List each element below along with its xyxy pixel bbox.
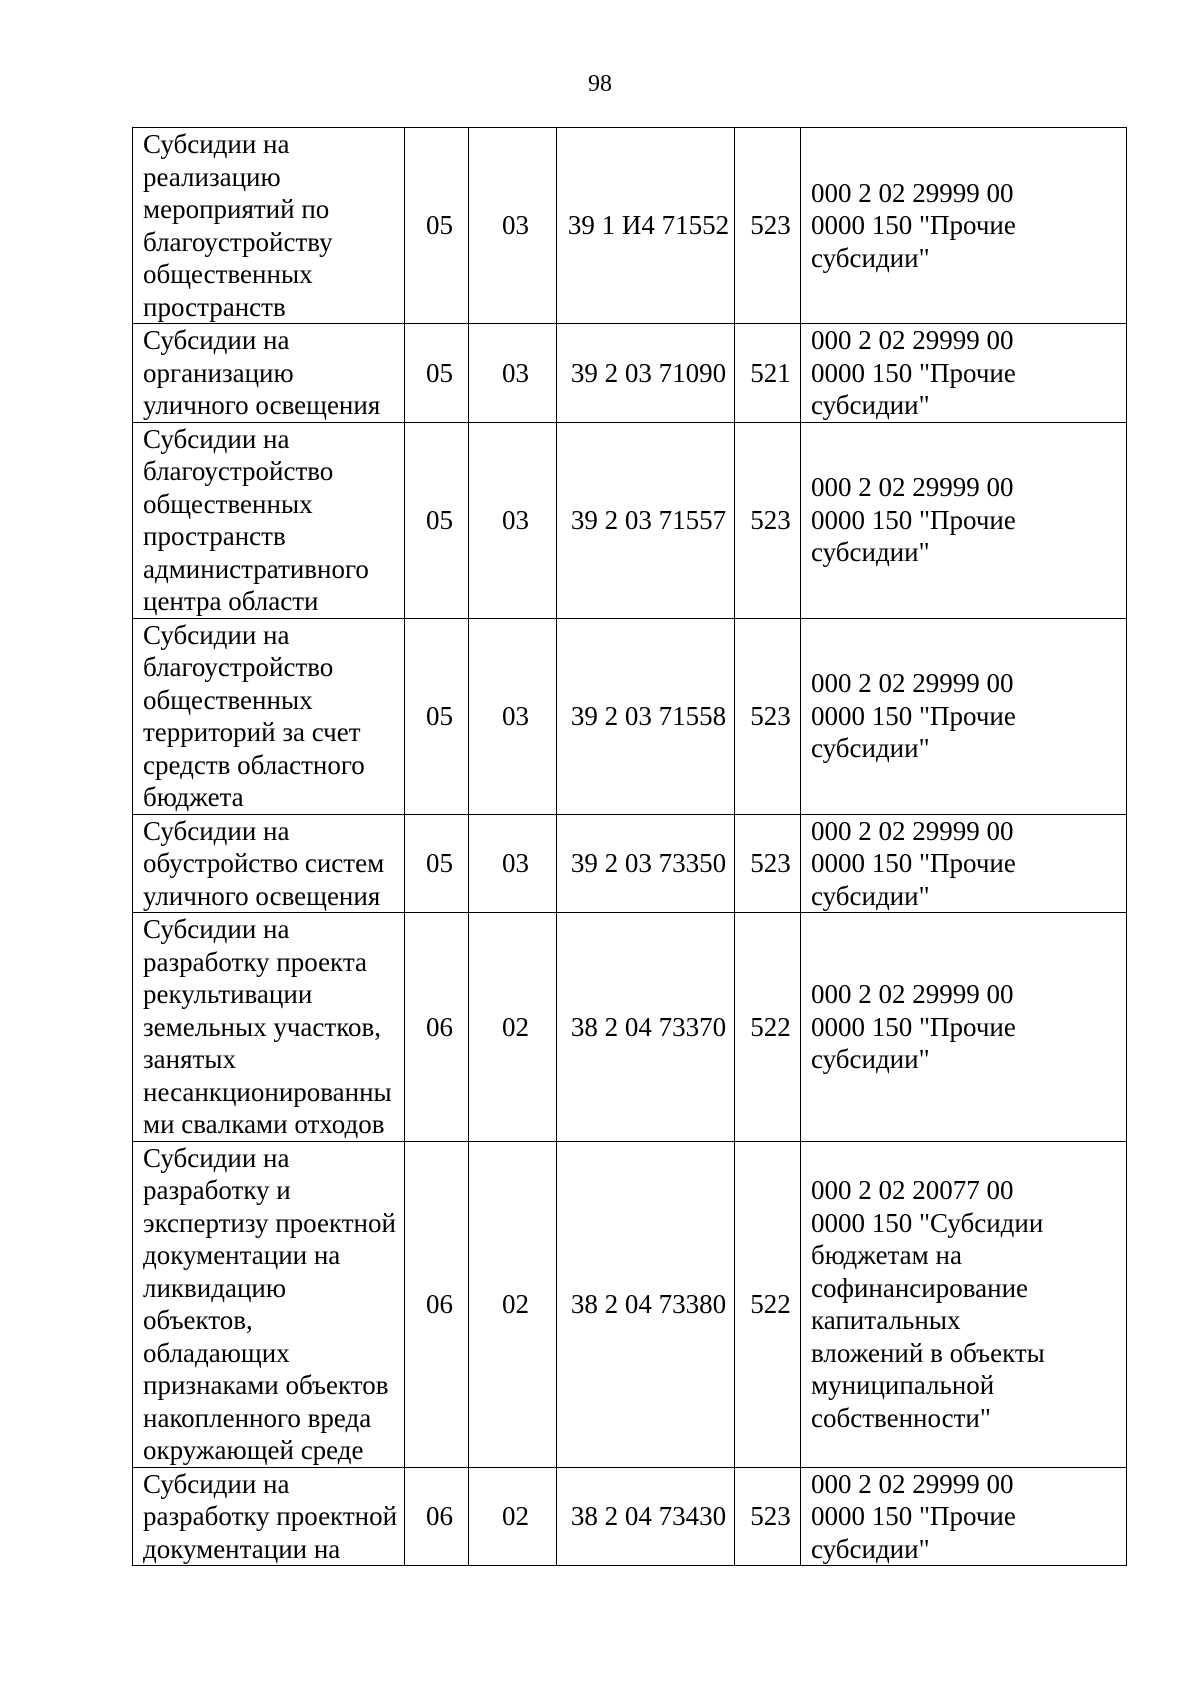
section-code: 05 <box>405 324 469 423</box>
target-item-code: 39 2 03 71090 <box>557 324 735 423</box>
classification-line: субсидии" <box>811 880 930 911</box>
expense-type-code: 523 <box>735 1467 801 1566</box>
description-line: бюджета <box>143 782 244 812</box>
expense-type-code: 523 <box>735 618 801 814</box>
expense-type-code: 523 <box>735 128 801 324</box>
classification-line: субсидии" <box>811 242 930 273</box>
target-item-code: 38 2 04 73430 <box>557 1467 735 1566</box>
classification-line: капитальных <box>811 1305 961 1335</box>
table-row <box>133 128 1127 324</box>
classification-line: 000 2 02 29999 00 <box>811 472 1014 503</box>
expense-type-code: 521 <box>735 324 801 423</box>
table-row <box>133 1467 1127 1566</box>
classification-line: субсидии" <box>811 1044 930 1074</box>
description-line: территорий за счет <box>143 717 361 747</box>
description-line: объектов, <box>143 1305 253 1335</box>
row-description <box>133 618 405 814</box>
row-description <box>133 422 405 618</box>
target-item-code: 39 2 03 73350 <box>557 814 735 913</box>
revenue-classification <box>801 618 1127 814</box>
classification-line: субсидии" <box>811 537 930 568</box>
description-line: реализацию <box>143 161 281 192</box>
target-item-code: 39 1 И4 71552 <box>557 128 735 324</box>
target-item-code: 39 2 03 71558 <box>557 618 735 814</box>
description-line: документации на <box>143 1240 341 1270</box>
description-line: обустройство систем <box>143 848 385 878</box>
classification-line: 0000 150 "Прочие <box>811 210 1016 241</box>
description-line: экспертизу проектной <box>143 1207 396 1238</box>
table-row <box>133 324 1127 423</box>
subsection-code: 02 <box>469 1467 557 1566</box>
classification-line: 000 2 02 29999 00 <box>811 177 1014 208</box>
classification-line: 000 2 02 29999 00 <box>811 815 1014 846</box>
classification-line: 0000 150 "Прочие <box>811 848 1016 878</box>
description-line: благоустройство <box>143 456 334 486</box>
classification-line: собственности" <box>811 1402 991 1433</box>
row-description <box>133 324 405 423</box>
section-code: 06 <box>405 913 469 1142</box>
classification-line: 0000 150 "Прочие <box>811 504 1016 535</box>
section-code: 05 <box>405 814 469 913</box>
description-line: несанкционированны <box>143 1076 392 1107</box>
description-line: общественных <box>143 259 313 289</box>
table-row <box>133 618 1127 814</box>
revenue-classification <box>801 1141 1127 1467</box>
classification-line: бюджетам на <box>811 1240 962 1270</box>
row-description <box>133 814 405 913</box>
expense-type-code: 523 <box>735 814 801 913</box>
revenue-classification <box>801 422 1127 618</box>
description-line: Субсидии на <box>143 325 290 355</box>
section-code: 05 <box>405 128 469 324</box>
subsection-code: 02 <box>469 1141 557 1467</box>
budget-codes-table <box>132 127 1127 1566</box>
description-line: пространств <box>143 291 286 322</box>
description-line: документации на <box>143 1533 341 1564</box>
expense-type-code: 523 <box>735 422 801 618</box>
description-line: Субсидии на <box>143 619 290 650</box>
revenue-classification <box>801 324 1127 423</box>
row-description <box>133 1141 405 1467</box>
description-line: разработку проекта <box>143 946 367 977</box>
row-description <box>133 913 405 1142</box>
table-body <box>133 128 1127 1566</box>
classification-line: 0000 150 "Прочие <box>811 1501 1016 1531</box>
classification-line: 0000 150 "Прочие <box>811 357 1016 388</box>
revenue-classification <box>801 1467 1127 1566</box>
description-line: организацию <box>143 357 294 388</box>
description-line: общественных <box>143 684 313 715</box>
classification-line: 000 2 02 29999 00 <box>811 1468 1014 1499</box>
target-item-code: 38 2 04 73380 <box>557 1141 735 1467</box>
description-line: ликвидацию <box>143 1272 287 1303</box>
target-item-code: 39 2 03 71557 <box>557 422 735 618</box>
section-code: 06 <box>405 1141 469 1467</box>
expense-type-code: 522 <box>735 913 801 1142</box>
classification-line: вложений в объекты <box>811 1337 1045 1368</box>
classification-line: 000 2 02 29999 00 <box>811 979 1014 1009</box>
description-line: разработку и <box>143 1175 291 1205</box>
revenue-classification <box>801 913 1127 1142</box>
subsection-code: 02 <box>469 913 557 1142</box>
description-line: признаками объектов <box>143 1370 389 1400</box>
description-line: общественных <box>143 488 313 519</box>
section-code: 06 <box>405 1467 469 1566</box>
classification-line: 000 2 02 29999 00 <box>811 325 1014 355</box>
classification-line: софинансирование <box>811 1272 1029 1303</box>
classification-line: субсидии" <box>811 1533 930 1564</box>
subsection-code: 03 <box>469 324 557 423</box>
row-description <box>133 1467 405 1566</box>
classification-line: муниципальной <box>811 1370 995 1400</box>
expense-type-code: 522 <box>735 1141 801 1467</box>
subsection-code: 03 <box>469 128 557 324</box>
description-line: накопленного вреда <box>143 1402 372 1433</box>
description-line: разработку проектной <box>143 1501 398 1531</box>
subsection-code: 03 <box>469 814 557 913</box>
description-line: рекультивации <box>143 979 313 1009</box>
description-line: средств областного <box>143 749 365 780</box>
page-number: 98 <box>588 71 612 97</box>
subsection-code: 03 <box>469 422 557 618</box>
description-line: благоустройству <box>143 226 333 257</box>
description-line: земельных участков, <box>143 1011 381 1042</box>
description-line: Субсидии на <box>143 423 290 454</box>
classification-line: 0000 150 "Прочие <box>811 1011 1016 1042</box>
description-line: ми свалками отходов <box>143 1109 385 1139</box>
classification-line: 000 2 02 29999 00 <box>811 668 1014 699</box>
section-code: 05 <box>405 422 469 618</box>
classification-line: субсидии" <box>811 733 930 764</box>
description-line: уличного освещения <box>143 390 381 420</box>
target-item-code: 38 2 04 73370 <box>557 913 735 1142</box>
revenue-classification <box>801 814 1127 913</box>
table-row <box>133 1141 1127 1467</box>
classification-line: 0000 150 "Прочие <box>811 700 1016 731</box>
description-line: Субсидии на <box>143 129 290 159</box>
description-line: благоустройство <box>143 652 334 682</box>
subsection-code: 03 <box>469 618 557 814</box>
table-row <box>133 422 1127 618</box>
section-code: 05 <box>405 618 469 814</box>
description-line: окружающей среде <box>143 1435 364 1465</box>
description-line: занятых <box>143 1044 236 1074</box>
classification-line: 0000 150 "Субсидии <box>811 1207 1044 1238</box>
description-line: Субсидии на <box>143 1142 290 1173</box>
description-line: пространств <box>143 521 286 551</box>
table-row <box>133 814 1127 913</box>
description-line: Субсидии на <box>143 1468 290 1499</box>
revenue-classification <box>801 128 1127 324</box>
classification-line: 000 2 02 20077 00 <box>811 1175 1014 1205</box>
description-line: Субсидии на <box>143 914 290 944</box>
description-line: центра области <box>143 586 319 616</box>
description-line: административного <box>143 553 369 584</box>
row-description <box>133 128 405 324</box>
table-row <box>133 913 1127 1142</box>
description-line: обладающих <box>143 1337 290 1368</box>
description-line: уличного освещения <box>143 880 381 911</box>
classification-line: субсидии" <box>811 390 930 420</box>
description-line: мероприятий по <box>143 194 330 224</box>
description-line: Субсидии на <box>143 815 290 846</box>
